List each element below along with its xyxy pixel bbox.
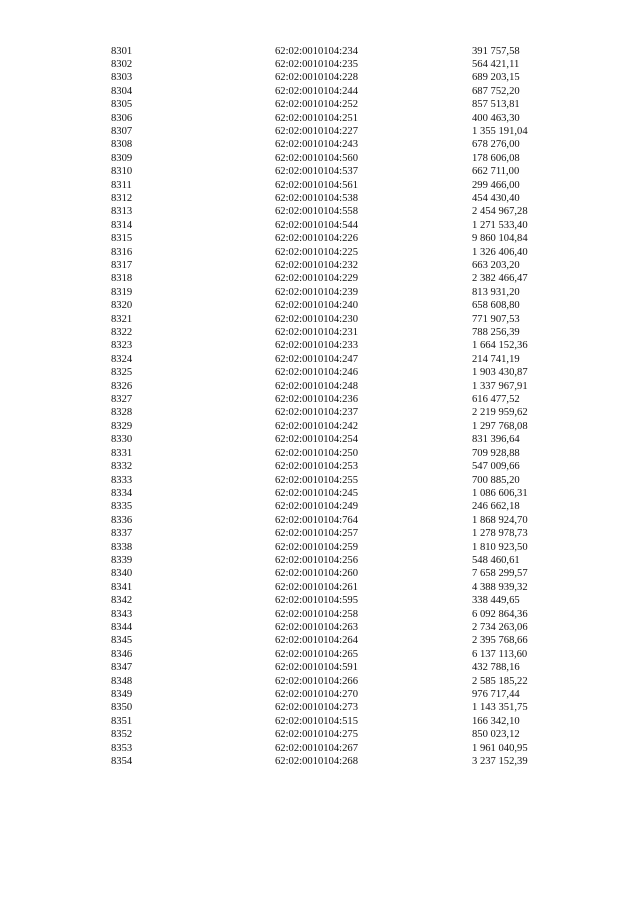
table-row (111, 594, 551, 607)
row-number-cell: 8353 (111, 742, 133, 754)
row-number-cell: 8312 (111, 192, 133, 204)
cadastral-value-cell: 246 662,18 (472, 501, 520, 513)
table-row (111, 514, 551, 527)
cadastral-number-cell: 62:02:0010104:561 (275, 179, 358, 191)
row-number-cell: 8305 (111, 99, 133, 111)
cadastral-number-cell: 62:02:0010104:253 (275, 461, 358, 473)
row-number-cell: 8336 (111, 514, 133, 526)
cadastral-number-cell: 62:02:0010104:254 (275, 434, 358, 446)
cadastral-number-cell: 62:02:0010104:249 (275, 501, 358, 513)
row-number-cell: 8319 (111, 286, 133, 298)
table-row (111, 621, 551, 634)
cadastral-value-cell: 1 810 923,50 (472, 541, 528, 553)
cadastral-number-cell: 62:02:0010104:267 (275, 742, 358, 754)
table-row (111, 755, 551, 768)
row-number-cell: 8354 (111, 756, 133, 768)
cadastral-number-cell: 62:02:0010104:257 (275, 528, 358, 540)
table-row (111, 138, 551, 151)
cadastral-value-cell: 1 337 967,91 (472, 380, 528, 392)
table-row (111, 313, 551, 326)
row-number-cell: 8332 (111, 461, 133, 473)
cadastral-value-cell: 548 460,61 (472, 554, 520, 566)
row-number-cell: 8330 (111, 434, 133, 446)
row-number-cell: 8349 (111, 689, 133, 700)
cadastral-value-cell: 564 421,11 (472, 58, 520, 70)
cadastral-number-cell: 62:02:0010104:245 (275, 487, 358, 499)
cadastral-number-cell: 62:02:0010104:261 (275, 581, 358, 593)
cadastral-value-cell: 700 885,20 (472, 474, 520, 486)
table-row (111, 420, 551, 433)
cadastral-value-cell: 709 928,88 (472, 447, 520, 459)
table-row (111, 259, 551, 272)
cadastral-value-cell: 1 868 924,70 (472, 514, 528, 526)
cadastral-value-cell: 813 931,20 (472, 286, 520, 298)
table-row (111, 286, 551, 299)
table-row (111, 608, 551, 621)
row-number-cell: 8314 (111, 219, 133, 231)
row-number-cell: 8301 (111, 45, 133, 57)
cadastral-value-cell: 6 137 113,60 (472, 648, 528, 660)
row-number-cell: 8306 (111, 112, 133, 124)
cadastral-number-cell: 62:02:0010104:275 (275, 729, 358, 741)
cadastral-value-cell: 178 606,08 (472, 152, 520, 164)
cadastral-value-cell: 689 203,15 (472, 72, 520, 84)
row-number-cell: 8327 (111, 394, 133, 406)
row-number-cell: 8307 (111, 125, 133, 137)
cadastral-value-cell: 1 355 191,04 (472, 125, 528, 137)
row-number-cell: 8323 (111, 340, 133, 352)
cadastral-value-cell: 432 788,16 (472, 662, 520, 674)
cadastral-number-cell: 62:02:0010104:228 (275, 72, 358, 84)
row-number-cell: 8348 (111, 675, 133, 687)
cadastral-number-cell: 62:02:0010104:229 (275, 273, 358, 285)
cadastral-value-cell: 976 717,44 (472, 689, 520, 700)
cadastral-value-cell: 400 463,30 (472, 112, 520, 124)
table-row (111, 460, 551, 473)
cadastral-value-table (111, 45, 551, 769)
cadastral-number-cell: 62:02:0010104:236 (275, 394, 358, 406)
cadastral-number-cell: 62:02:0010104:263 (275, 621, 358, 633)
table-row (111, 112, 551, 125)
row-number-cell: 8351 (111, 715, 133, 727)
cadastral-value-cell: 166 342,10 (472, 715, 520, 727)
cadastral-number-cell: 62:02:0010104:558 (275, 206, 358, 218)
table-row (111, 487, 551, 500)
cadastral-number-cell: 62:02:0010104:247 (275, 353, 358, 365)
row-number-cell: 8345 (111, 635, 133, 647)
row-number-cell: 8326 (111, 380, 133, 392)
cadastral-value-cell: 338 449,65 (472, 595, 520, 607)
cadastral-value-cell: 9 860 104,84 (472, 233, 528, 245)
table-row (111, 393, 551, 406)
table-row (111, 715, 551, 728)
row-number-cell: 8317 (111, 260, 133, 271)
row-number-cell: 8321 (111, 313, 133, 325)
table-row (111, 179, 551, 192)
table-row (111, 219, 551, 232)
cadastral-value-cell: 616 477,52 (472, 394, 520, 406)
row-number-cell: 8329 (111, 420, 133, 432)
cadastral-value-cell: 1 086 606,31 (472, 487, 528, 499)
cadastral-value-cell: 662 711,00 (472, 166, 520, 178)
row-number-cell: 8309 (111, 152, 133, 164)
row-number-cell: 8347 (111, 662, 133, 674)
row-number-cell: 8342 (111, 595, 133, 607)
cadastral-value-cell: 831 396,64 (472, 434, 520, 446)
cadastral-number-cell: 62:02:0010104:225 (275, 246, 358, 258)
row-number-cell: 8304 (111, 85, 133, 97)
cadastral-number-cell: 62:02:0010104:226 (275, 233, 358, 245)
cadastral-number-cell: 62:02:0010104:231 (275, 327, 358, 339)
cadastral-number-cell: 62:02:0010104:251 (275, 112, 358, 124)
row-number-cell: 8322 (111, 327, 133, 339)
row-number-cell: 8331 (111, 447, 133, 459)
cadastral-value-cell: 547 009,66 (472, 461, 520, 473)
row-number-cell: 8311 (111, 179, 132, 191)
table-row (111, 125, 551, 138)
table-row (111, 192, 551, 205)
table-row (111, 500, 551, 513)
row-number-cell: 8334 (111, 487, 133, 499)
cadastral-value-cell: 454 430,40 (472, 192, 520, 204)
row-number-cell: 8335 (111, 501, 133, 513)
cadastral-value-cell: 2 382 466,47 (472, 273, 528, 285)
cadastral-number-cell: 62:02:0010104:255 (275, 474, 358, 486)
table-row (111, 246, 551, 259)
row-number-cell: 8333 (111, 474, 133, 486)
cadastral-number-cell: 62:02:0010104:595 (275, 595, 358, 607)
cadastral-value-cell: 658 608,80 (472, 300, 520, 312)
cadastral-number-cell: 62:02:0010104:248 (275, 380, 358, 392)
row-number-cell: 8328 (111, 407, 133, 419)
cadastral-number-cell: 62:02:0010104:591 (275, 662, 358, 674)
table-row (111, 567, 551, 580)
cadastral-number-cell: 62:02:0010104:264 (275, 635, 358, 647)
table-row (111, 380, 551, 393)
table-row (111, 701, 551, 714)
cadastral-value-cell: 663 203,20 (472, 260, 520, 271)
cadastral-number-cell: 62:02:0010104:250 (275, 447, 358, 459)
cadastral-number-cell: 62:02:0010104:259 (275, 541, 358, 553)
row-number-cell: 8316 (111, 246, 133, 258)
table-row (111, 366, 551, 379)
row-number-cell: 8303 (111, 72, 133, 84)
row-number-cell: 8341 (111, 581, 133, 593)
table-row (111, 353, 551, 366)
table-row (111, 58, 551, 71)
cadastral-number-cell: 62:02:0010104:273 (275, 702, 358, 714)
cadastral-value-cell: 1 278 978,73 (472, 528, 528, 540)
table-row (111, 272, 551, 285)
table-row (111, 554, 551, 567)
table-row (111, 152, 551, 165)
cadastral-value-cell: 678 276,00 (472, 139, 520, 151)
cadastral-value-cell: 1 326 406,40 (472, 246, 528, 258)
row-number-cell: 8343 (111, 608, 133, 620)
row-number-cell: 8315 (111, 233, 133, 245)
cadastral-number-cell: 62:02:0010104:242 (275, 420, 358, 432)
row-number-cell: 8302 (111, 58, 133, 70)
row-number-cell: 8339 (111, 554, 133, 566)
cadastral-number-cell: 62:02:0010104:537 (275, 166, 358, 178)
cadastral-value-cell: 391 757,58 (472, 45, 520, 57)
cadastral-number-cell: 62:02:0010104:239 (275, 286, 358, 298)
table-row (111, 433, 551, 446)
cadastral-number-cell: 62:02:0010104:764 (275, 514, 358, 526)
cadastral-value-cell: 788 256,39 (472, 327, 520, 339)
table-row (111, 71, 551, 84)
cadastral-value-cell: 1 664 152,36 (472, 340, 528, 352)
table-row (111, 406, 551, 419)
cadastral-number-cell: 62:02:0010104:256 (275, 554, 358, 566)
cadastral-value-cell: 2 734 263,06 (472, 621, 528, 633)
row-number-cell: 8324 (111, 353, 133, 365)
cadastral-value-cell: 2 395 768,66 (472, 635, 528, 647)
cadastral-number-cell: 62:02:0010104:538 (275, 192, 358, 204)
table-row (111, 339, 551, 352)
row-number-cell: 8310 (111, 166, 133, 178)
row-number-cell: 8350 (111, 702, 133, 714)
cadastral-number-cell: 62:02:0010104:270 (275, 689, 358, 700)
row-number-cell: 8346 (111, 648, 133, 660)
cadastral-number-cell: 62:02:0010104:260 (275, 568, 358, 580)
row-number-cell: 8340 (111, 568, 133, 580)
table-row (111, 299, 551, 312)
cadastral-value-cell: 687 752,20 (472, 85, 520, 97)
table-row (111, 634, 551, 647)
cadastral-value-cell: 2 454 967,28 (472, 206, 528, 218)
cadastral-value-cell: 214 741,19 (472, 353, 520, 365)
cadastral-value-cell: 1 271 533,40 (472, 219, 528, 231)
cadastral-value-cell: 1 297 768,08 (472, 420, 528, 432)
cadastral-number-cell: 62:02:0010104:234 (275, 45, 358, 57)
cadastral-value-cell: 2 219 959,62 (472, 407, 528, 419)
row-number-cell: 8352 (111, 729, 133, 741)
cadastral-number-cell: 62:02:0010104:237 (275, 407, 358, 419)
cadastral-number-cell: 62:02:0010104:258 (275, 608, 358, 620)
cadastral-number-cell: 62:02:0010104:560 (275, 152, 358, 164)
row-number-cell: 8313 (111, 206, 133, 218)
cadastral-number-cell: 62:02:0010104:240 (275, 300, 358, 312)
cadastral-value-cell: 6 092 864,36 (472, 608, 528, 620)
table-row (111, 326, 551, 339)
cadastral-value-cell: 3 237 152,39 (472, 756, 528, 768)
row-number-cell: 8308 (111, 139, 133, 151)
cadastral-value-cell: 850 023,12 (472, 729, 520, 741)
cadastral-value-cell: 2 585 185,22 (472, 675, 528, 687)
cadastral-value-cell: 7 658 299,57 (472, 568, 528, 580)
table-row (111, 45, 551, 58)
row-number-cell: 8337 (111, 528, 133, 540)
cadastral-value-cell: 4 388 939,32 (472, 581, 528, 593)
cadastral-number-cell: 62:02:0010104:544 (275, 219, 358, 231)
table-row (111, 728, 551, 741)
table-row (111, 85, 551, 98)
table-row (111, 661, 551, 674)
table-row (111, 205, 551, 218)
table-row (111, 98, 551, 111)
table-row (111, 581, 551, 594)
cadastral-number-cell: 62:02:0010104:243 (275, 139, 358, 151)
cadastral-value-cell: 857 513,81 (472, 99, 520, 111)
cadastral-number-cell: 62:02:0010104:235 (275, 58, 358, 70)
cadastral-number-cell: 62:02:0010104:268 (275, 756, 358, 768)
table-row (111, 232, 551, 245)
cadastral-number-cell: 62:02:0010104:227 (275, 125, 358, 137)
cadastral-number-cell: 62:02:0010104:244 (275, 85, 358, 97)
cadastral-number-cell: 62:02:0010104:265 (275, 648, 358, 660)
table-row (111, 527, 551, 540)
row-number-cell: 8344 (111, 621, 133, 633)
cadastral-number-cell: 62:02:0010104:230 (275, 313, 358, 325)
table-row (111, 165, 551, 178)
cadastral-value-cell: 771 907,53 (472, 313, 520, 325)
table-row (111, 447, 551, 460)
cadastral-value-cell: 299 466,00 (472, 179, 520, 191)
table-row (111, 648, 551, 661)
cadastral-number-cell: 62:02:0010104:246 (275, 367, 358, 379)
cadastral-number-cell: 62:02:0010104:252 (275, 99, 358, 111)
table-row (111, 675, 551, 688)
table-row (111, 474, 551, 487)
cadastral-value-cell: 1 961 040,95 (472, 742, 528, 754)
table-row (111, 541, 551, 554)
cadastral-value-cell: 1 143 351,75 (472, 702, 528, 714)
table-row (111, 742, 551, 755)
cadastral-number-cell: 62:02:0010104:266 (275, 675, 358, 687)
table-row (111, 688, 551, 701)
cadastral-number-cell: 62:02:0010104:232 (275, 260, 358, 271)
row-number-cell: 8338 (111, 541, 133, 553)
cadastral-number-cell: 62:02:0010104:515 (275, 715, 358, 727)
row-number-cell: 8320 (111, 300, 133, 312)
row-number-cell: 8318 (111, 273, 133, 285)
row-number-cell: 8325 (111, 367, 133, 379)
cadastral-value-cell: 1 903 430,87 (472, 367, 528, 379)
cadastral-number-cell: 62:02:0010104:233 (275, 340, 358, 352)
